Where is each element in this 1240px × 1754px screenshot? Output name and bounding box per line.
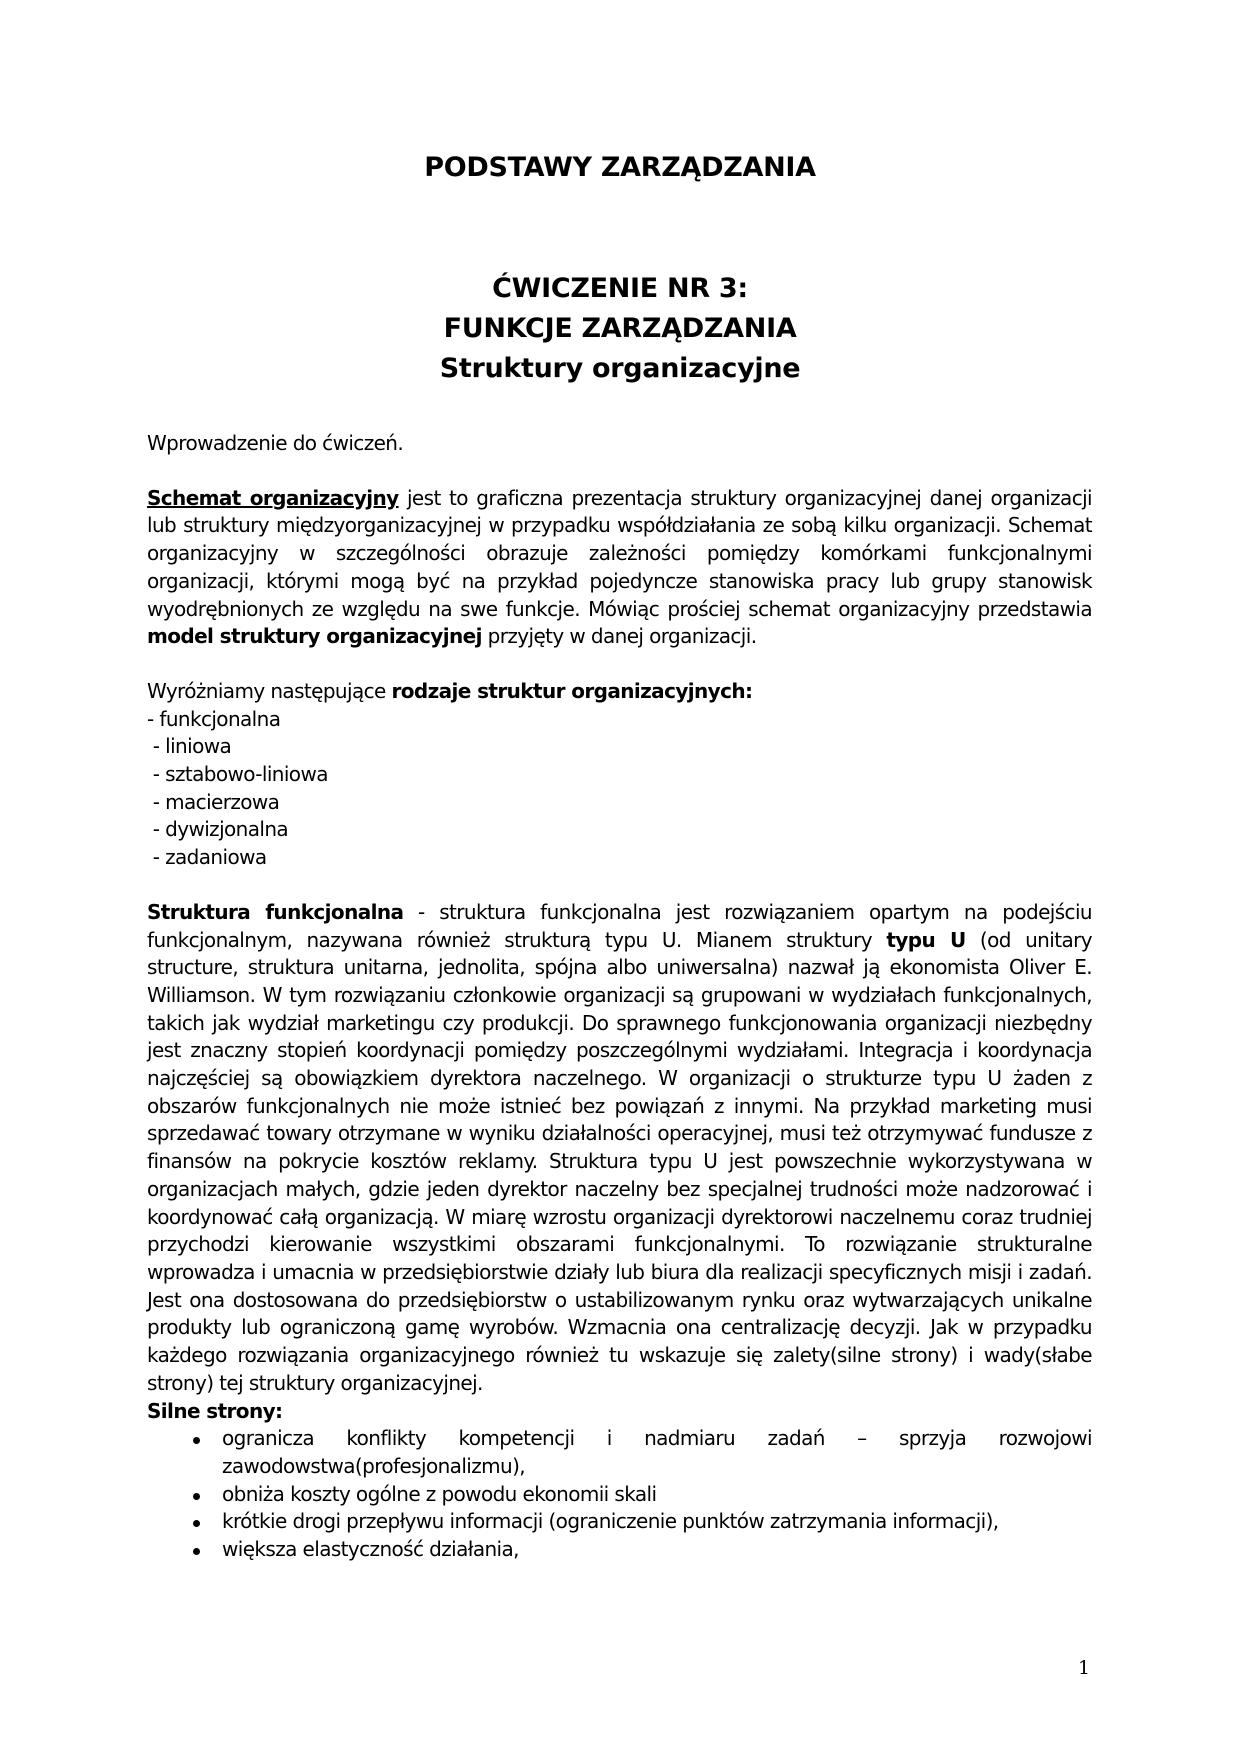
list-item: - dywizjonalna [147,817,289,842]
strengths-list [147,1425,1092,1564]
schemat-text-1: jest to graficzna prezentacja struktury organizacyjnej danej organizacji lub struktury międzyorganizacyjnej w przypadku współdziałania ze sobą kilku organizacji. Schemat organizacyjny w szczególności obrazuje zależności pomiędzy komórkami funkcjonalnymi organizacji, którymi mogą być na przykład pojedyncze stanowiska pracy lub grupy stanowisk wyodrębnionych ze względu na swe funkcje. Mówiąc prościej schemat organizacyjny przedstawia [147,485,1093,621]
course-title: PODSTAWY ZARZĄDZANIA [424,152,816,183]
schemat-term: Schemat organizacyjny [147,485,399,510]
subtopic-title: Struktury organizacyjne [439,353,801,384]
bullet-icon [193,1437,200,1444]
page-number: 1 [1078,1657,1091,1679]
list-item: - sztabowo-liniowa [147,762,328,787]
functional-text-2: (od unitary structure, struktura unitarna, jednolita, spójna albo uniwersalna) nazwał ją ekonomista Oliver E. Williamson. W tym rozwiązaniu członkowie organizacji są grupowani w wydziałach funkcjonalnych, takich jak wydział marketingu czy produkcji. Do sprawnego funkcjonowania organizacji niezbędny jest znaczny stopień koordynacji pomiędzy poszczególnymi wydziałami. Integracja i koordynacja najczęściej są obowiązkiem dyrektora naczelnego. W organizacji o strukturze typu U żaden z obszarów funkcjonalnych nie może istnieć bez powiązań z innymi. Na przykład marketing musi sprzedawać towary otrzymane w wyniku działalności operacyjnej, musi też otrzymywać fundusze z finansów na pokrycie kosztów reklamy. Struktura typu U jest powszechnie wykorzystywana w organizacjach małych, gdzie jeden dyrektor naczelny bez specjalnej trudności może nadzorować i koordynować całą organizacją. W miarę wzrostu organizacji dyrektorowi naczelnemu coraz trudniej przychodzi kierowanie wszystkimi obszarami funkcjonalnymi. To rozwiązanie strukturalne wprowadza i umacnia w przedsiębiorstwie działy lub biura dla realizacji specyficznych misji i zadań. Jest ona dostosowana do przedsiębiorstw o ustabilizowanym rynku oraz wytwarzających unikalne produkty lub ograniczoną gamę wyrobów. Wzmacnia ona centralizację decyzji. Jak w przypadku każdego rozwiązania organizacyjnego również tu wskazuje się zalety(silne strony) i wady(słabe strony) tej struktury organizacyjnej. [147,927,1092,1395]
strengths-heading [147,1398,1092,1426]
schemat-text-2: przyjęty w danej organizacji. [481,624,757,649]
list-item: - liniowa [147,734,232,759]
functional-term: Struktura funkcjonalna [147,899,404,924]
types-list [147,706,1092,872]
types-lead-bold: rodzaje struktur organizacyjnych: [391,678,753,703]
list-item [222,1481,1092,1509]
document-body [147,430,1092,1564]
list-item: - macierzowa [147,789,280,814]
types-lead [147,678,1092,706]
schemat-bold: model struktury organizacyjnej [147,624,482,649]
list-item [222,1425,1092,1480]
intro-paragraph: Wprowadzenie do ćwiczeń. [147,431,404,455]
list-item [222,1536,1092,1564]
list-item-text: krótkie drogi przepływu informacji (ograniczenie punktów zatrzymania informacji), [222,1509,999,1534]
types-lead-text: Wyróżniamy następujące [147,678,392,703]
list-item: - zadaniowa [147,845,267,870]
bullet-icon [193,1493,200,1500]
topic-title: FUNKCJE ZARZĄDZANIA [443,313,797,344]
schemat-paragraph [147,485,1092,651]
functional-text-1: - struktura funkcjonalna jest rozwiązaniem opartym na podejściu funkcjonalnym, nazywana również strukturą typu U. Mianem struktury [147,899,1092,952]
functional-bold: typu U [886,927,966,952]
list-item-text: ogranicza konflikty kompetencji i nadmiaru zadań – sprzyja rozwojowi zawodowstwa(profesjonalizmu), [222,1426,1092,1478]
functional-paragraph [147,899,1092,1398]
exercise-title: ĆWICZENIE NR 3: [492,273,748,304]
strengths-heading-text: Silne strony: [147,1398,283,1423]
bullet-icon [193,1520,200,1527]
list-item [222,1508,1092,1536]
list-item-text: obniża koszty ogólne z powodu ekonomii skali [222,1481,657,1506]
list-item-text: większa elastyczność działania, [222,1537,519,1562]
bullet-icon [193,1548,200,1555]
list-item: - funkcjonalna [147,706,281,731]
